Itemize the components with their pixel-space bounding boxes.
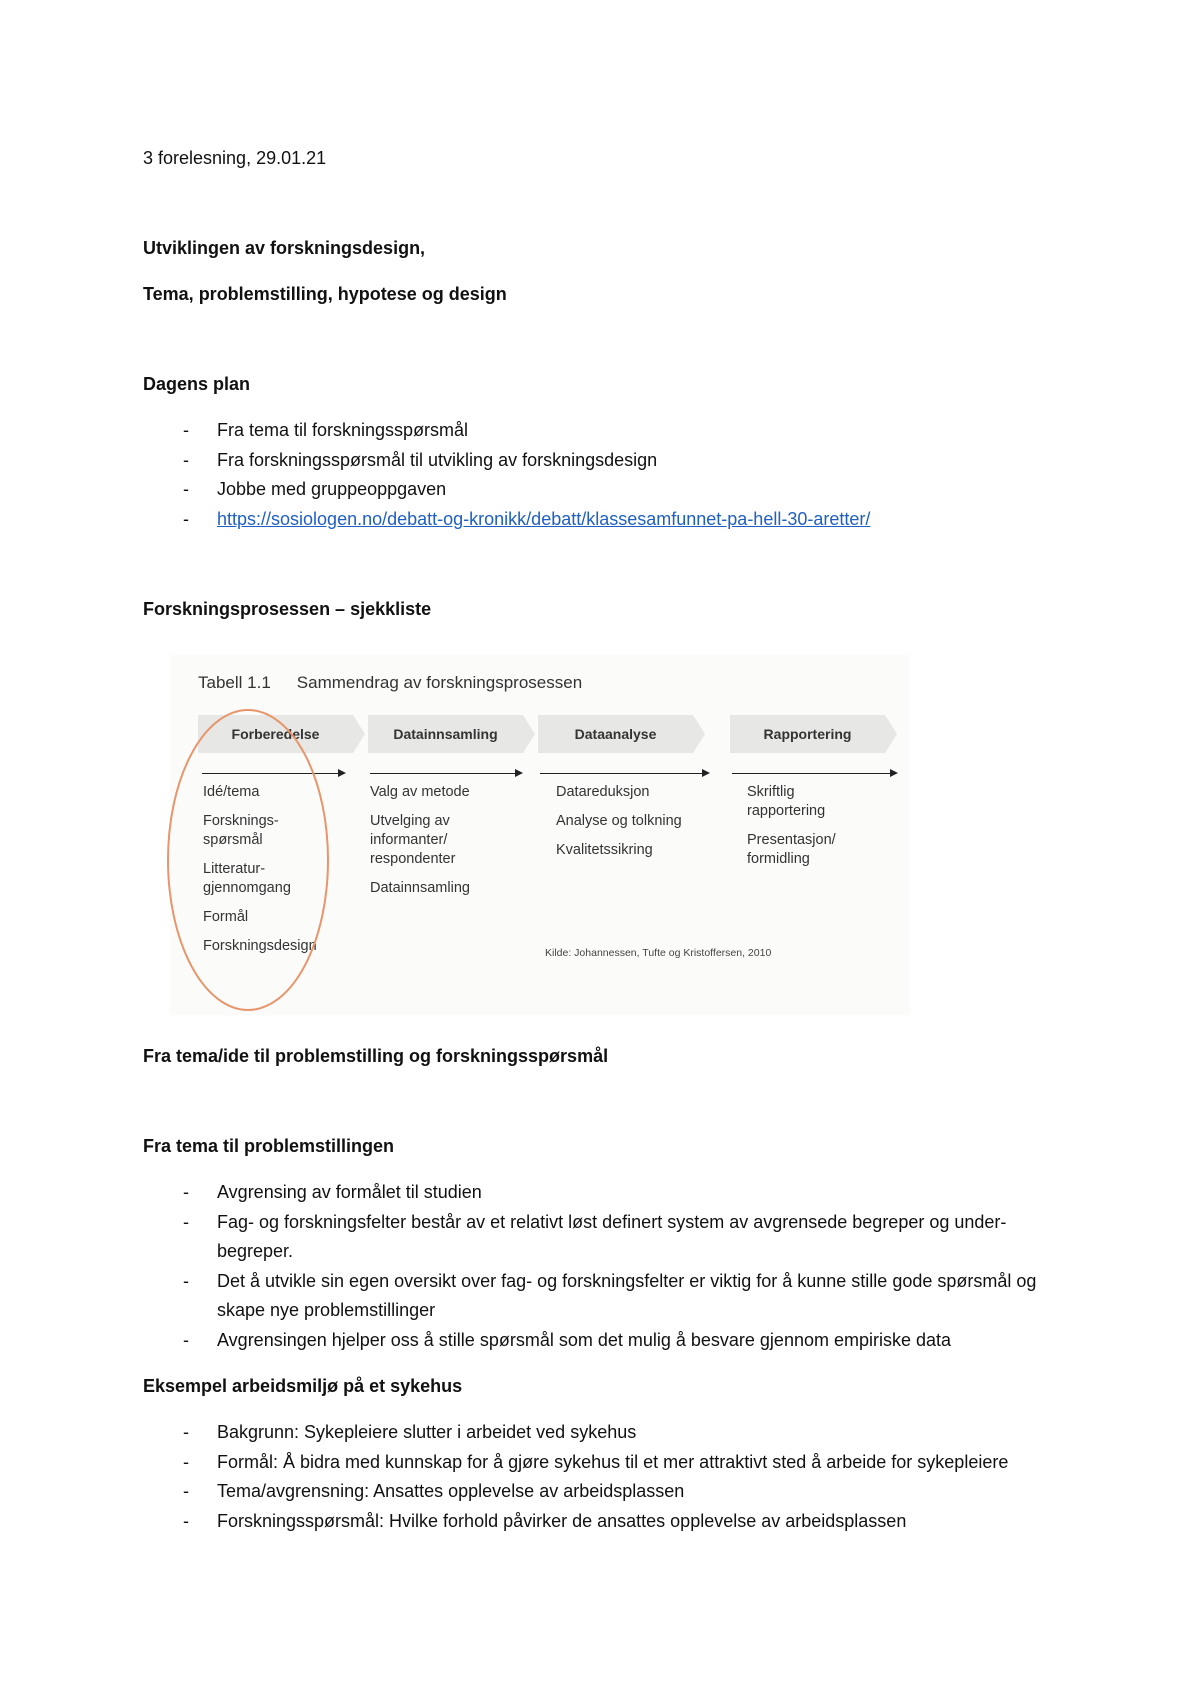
list-item: - Jobbe med gruppeoppgaven	[183, 479, 447, 499]
list-item: - Bakgrunn: Sykepleiere slutter i arbeidet ved sykehus	[183, 1422, 637, 1442]
stage-items-datainnsamling	[370, 783, 540, 908]
stage-rapportering: Rapportering	[730, 715, 885, 753]
example-heading: Eksempel arbeidsmiljø på et sykehus	[143, 1376, 463, 1396]
arrow-icon	[732, 773, 890, 774]
stage-item: Forskningsdesign	[203, 938, 317, 954]
list-item-text: Fag- og forskningsfelter består av et relativt løst definert system av avgrensede begreper og under-begreper.	[217, 1211, 1007, 1261]
stage-item: Datainnsamling	[370, 880, 470, 896]
list-item: - Avgrensing av formålet til studien	[183, 1182, 482, 1202]
main-title: Utviklingen av forskningsdesign,	[143, 238, 426, 258]
list-item-text: Avgrensingen hjelper oss å stille spørsmål som det mulig å besvare gjennom empiriske data	[217, 1329, 952, 1350]
list-item-text: Jobbe med gruppeoppgaven	[217, 479, 447, 499]
list-item-text: Det å utvikle sin egen oversikt over fag- og forskningsfelter er viktig for å kunne stille gode spørsmål og skape nye problemstillinger	[217, 1270, 1037, 1320]
stage-item: Valg av metode	[370, 784, 470, 800]
list-item: - https://sosiologen.no/debatt-og-kronikk/debatt/klassesamfunnet-pa-hell-30-aretter/	[183, 508, 871, 529]
list-item-text: Fra tema til forskningsspørsmål	[217, 420, 469, 440]
figure-caption: Sammendrag av forskningsprosessen	[296, 673, 583, 692]
stage-item: Utvelging av informanter/ respondenter	[370, 813, 456, 867]
stage-item: Analyse og tolkning	[556, 813, 682, 829]
stage-items-rapportering	[747, 783, 917, 879]
list-item-text: Forskningsspørsmål: Hvilke forhold påvirker de ansattes opplevelse av arbeidsplassen	[217, 1510, 907, 1531]
arrow-icon	[370, 773, 515, 774]
list-item: - Fra forskningsspørsmål til utvikling av forskningsdesign	[183, 449, 658, 470]
stage-item: Presentasjon/ formidling	[747, 832, 836, 867]
stage-forberedelse: Forberedelse	[198, 715, 353, 753]
list-item-text: Formål: Å bidra med kunnskap for å gjøre sykehus til et mer attraktivt sted å arbeide for sykepleiere	[217, 1451, 1009, 1472]
list-item: - Formål: Å bidra med kunnskap for å gjøre sykehus til et mer attraktivt sted å arbeide for sykepleiere	[183, 1451, 1009, 1472]
list-item: - Tema/avgrensning: Ansattes opplevelse av arbeidsplassen	[183, 1481, 685, 1501]
table-number: Tabell 1.1	[198, 673, 271, 692]
lecture-date: 3 forelesning, 29.01.21	[143, 148, 327, 168]
highlight-circle	[164, 705, 332, 1015]
list-item-text: Avgrensing av formålet til studien	[217, 1182, 482, 1202]
figure-source: Kilde: Johannessen, Tufte og Kristoffersen, 2010	[545, 947, 772, 959]
problem-heading: Fra tema til problemstillingen	[143, 1136, 395, 1156]
arrow-icon	[540, 773, 702, 774]
process-heading: Forskningsprosessen – sjekkliste	[143, 599, 432, 619]
highlight-ellipse	[168, 710, 328, 1010]
list-item: - Forskningsspørsmål: Hvilke forhold påvirker de ansattes opplevelse av arbeidsplassen	[183, 1510, 907, 1531]
list-item-text: Bakgrunn: Sykepleiere slutter i arbeidet ved sykehus	[217, 1422, 637, 1442]
figure-title	[198, 673, 582, 693]
stage-item: Forsknings- spørsmål	[203, 813, 279, 848]
stage-dataanalyse: Dataanalyse	[538, 715, 693, 753]
stage-item: Kvalitetssikring	[556, 842, 653, 858]
stage-item: Formål	[203, 909, 249, 925]
list-item: - Fra tema til forskningsspørsmål	[183, 420, 469, 440]
list-item-text: Tema/avgrensning: Ansattes opplevelse av arbeidsplassen	[217, 1481, 685, 1501]
stage-item: Idé/tema	[203, 784, 260, 800]
list-item: - Det å utvikle sin egen oversikt over fag- og forskningsfelter er viktig for å kunne stille gode spørsmål og skape nye problemstillinger	[183, 1270, 1037, 1320]
stage-item: Litteratur- gjennomgang	[203, 861, 291, 896]
from-theme-heading: Fra tema/ide til problemstilling og forskningsspørsmål	[143, 1046, 609, 1066]
article-link[interactable]: https://sosiologen.no/debatt-og-kronikk/debatt/klassesamfunnet-pa-hell-30-aretter/	[217, 508, 871, 529]
stage-item: Skriftlig rapportering	[747, 784, 826, 819]
stage-datainnsamling: Datainnsamling	[368, 715, 523, 753]
example-list	[143, 1418, 1063, 1536]
process-figure	[170, 655, 910, 1015]
subtitle: Tema, problemstilling, hypotese og design	[143, 284, 507, 304]
list-item-text: Fra forskningsspørsmål til utvikling av forskningsdesign	[217, 449, 658, 470]
plan-list	[143, 416, 1063, 534]
stage-items-dataanalyse	[556, 783, 726, 870]
problem-list	[143, 1178, 1063, 1355]
list-item: - Avgrensingen hjelper oss å stille spørsmål som det mulig å besvare gjennom empiriske data	[183, 1329, 952, 1350]
plan-heading: Dagens plan	[143, 374, 251, 394]
list-item: - Fag- og forskningsfelter består av et relativt løst definert system av avgrensede begreper og under-begreper.	[183, 1211, 1007, 1261]
stage-item: Datareduksjon	[556, 784, 650, 800]
